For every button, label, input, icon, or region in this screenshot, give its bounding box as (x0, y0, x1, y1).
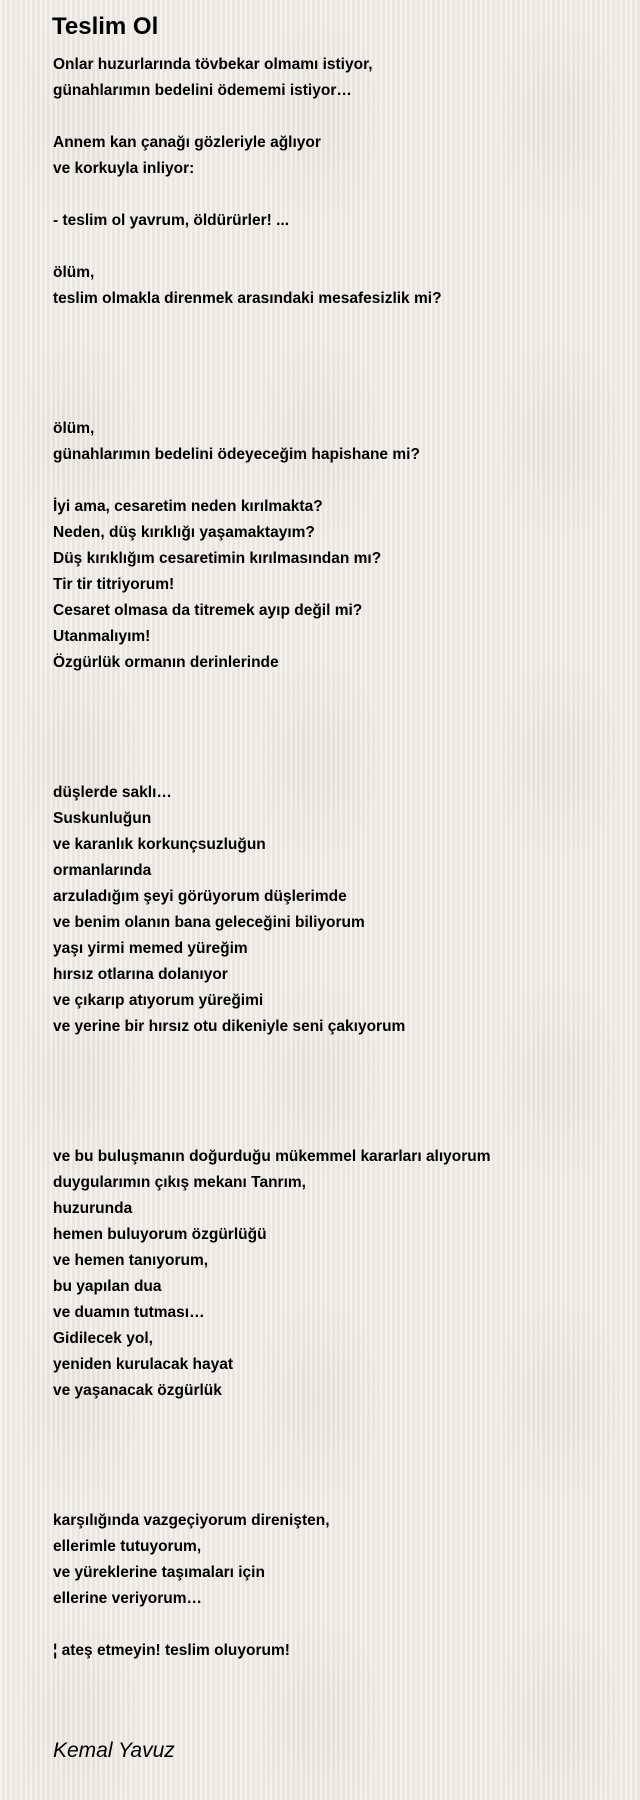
poem-stanza-break (53, 104, 613, 130)
poem-line: Özgürlük ormanın derinlerinde (53, 654, 279, 671)
poem-body (53, 52, 613, 1664)
poem-line: Tir tir titriyorum! (53, 576, 175, 593)
poem-stanza-break (53, 1092, 613, 1118)
poem-stanza-break (53, 1612, 613, 1638)
poem-line: ellerine veriyorum… (53, 1590, 203, 1607)
poem-line: ve duamın tutması… (53, 1304, 205, 1321)
poem-line: hırsız otlarına dolanıyor (53, 966, 228, 983)
poem-line: ellerimle tutuyorum, (53, 1538, 202, 1555)
poem-line: Onlar huzurlarında tövbekar olmamı istiyor, (53, 56, 373, 73)
poem-line: teslim olmakla direnmek arasındaki mesafesizlik mi? (53, 290, 442, 307)
poem-line: duygularımın çıkış mekanı Tanrım, (53, 1174, 306, 1191)
poem-line: Utanmalıyım! (53, 628, 151, 645)
poem-stanza-break (53, 1040, 613, 1066)
poem-line: ve yaşanacak özgürlük (53, 1382, 222, 1399)
poem-stanza-break (53, 468, 613, 494)
poem-stanza-break (53, 1066, 613, 1092)
poem-line: Düş kırıklığım cesaretimin kırılmasından mı? (53, 550, 382, 567)
poem-stanza-break (53, 1404, 613, 1430)
poem-line: yeniden kurulacak hayat (53, 1356, 234, 1373)
poem-stanza-break (53, 338, 613, 364)
poem-line: ölüm, (53, 264, 95, 281)
poem-title: Teslim Ol (52, 13, 159, 40)
poem-line: İyi ama, cesaretim neden kırılmakta? (53, 498, 323, 515)
poem-stanza-break (53, 1430, 613, 1456)
poem-stanza-break (53, 312, 613, 338)
poem-line: ormanlarında (53, 862, 152, 879)
poem-stanza-break (53, 1118, 613, 1144)
poem-line: günahlarımın bedelini ödeyeceğim hapishane mi? (53, 446, 420, 463)
poem-line: ve karanlık korkunçsuzluğun (53, 836, 266, 853)
poem-line: huzurunda (53, 1200, 133, 1217)
poem-line: ve yerine bir hırsız otu dikeniyle seni çakıyorum (53, 1018, 406, 1035)
poem-author: Kemal Yavuz (53, 1739, 175, 1762)
poem-stanza-break (53, 364, 613, 390)
poem-stanza-break (53, 182, 613, 208)
poem-line: Suskunluğun (53, 810, 152, 827)
poem-stanza-break (53, 702, 613, 728)
poem-stanza-break (53, 728, 613, 754)
poem-line: ölüm, (53, 420, 95, 437)
poem-line: Gidilecek yol, (53, 1330, 153, 1347)
poem-line: ve benim olanın bana geleceğini biliyorum (53, 914, 365, 931)
poem-line: düşlerde saklı… (53, 784, 172, 801)
poem-line: hemen buluyorum özgürlüğü (53, 1226, 267, 1243)
poem-stanza-break (53, 1482, 613, 1508)
poem-line: Annem kan çanağı gözleriyle ağlıyor (53, 134, 321, 151)
poem-stanza-break (53, 234, 613, 260)
poem-line: ve yüreklerine taşımaları için (53, 1564, 265, 1581)
poem-stanza-break (53, 390, 613, 416)
poem-line: bu yapılan dua (53, 1278, 162, 1295)
poem-stanza-break (53, 1456, 613, 1482)
poem-line: Neden, düş kırıklığı yaşamaktayım? (53, 524, 315, 541)
poem-line: karşılığında vazgeçiyorum direnişten, (53, 1512, 330, 1529)
poem-line: günahlarımın bedelini ödememi istiyor… (53, 82, 352, 99)
poem-line: Cesaret olmasa da titremek ayıp değil mi? (53, 602, 363, 619)
poem-line: ve hemen tanıyorum, (53, 1252, 209, 1269)
poem-line: - teslim ol yavrum, öldürürler! ... (53, 212, 289, 229)
poem-line: ¦ ateş etmeyin! teslim oluyorum! (53, 1642, 290, 1659)
poem-line: yaşı yirmi memed yüreğim (53, 940, 248, 957)
poem-line: ve bu buluşmanın doğurduğu mükemmel kararları alıyorum (53, 1148, 491, 1165)
poem-line: arzuladığım şeyi görüyorum düşlerimde (53, 888, 347, 905)
poem-stanza-break (53, 676, 613, 702)
poem-stanza-break (53, 754, 613, 780)
poem-line: ve çıkarıp atıyorum yüreğimi (53, 992, 264, 1009)
poem-line: ve korkuyla inliyor: (53, 160, 195, 177)
